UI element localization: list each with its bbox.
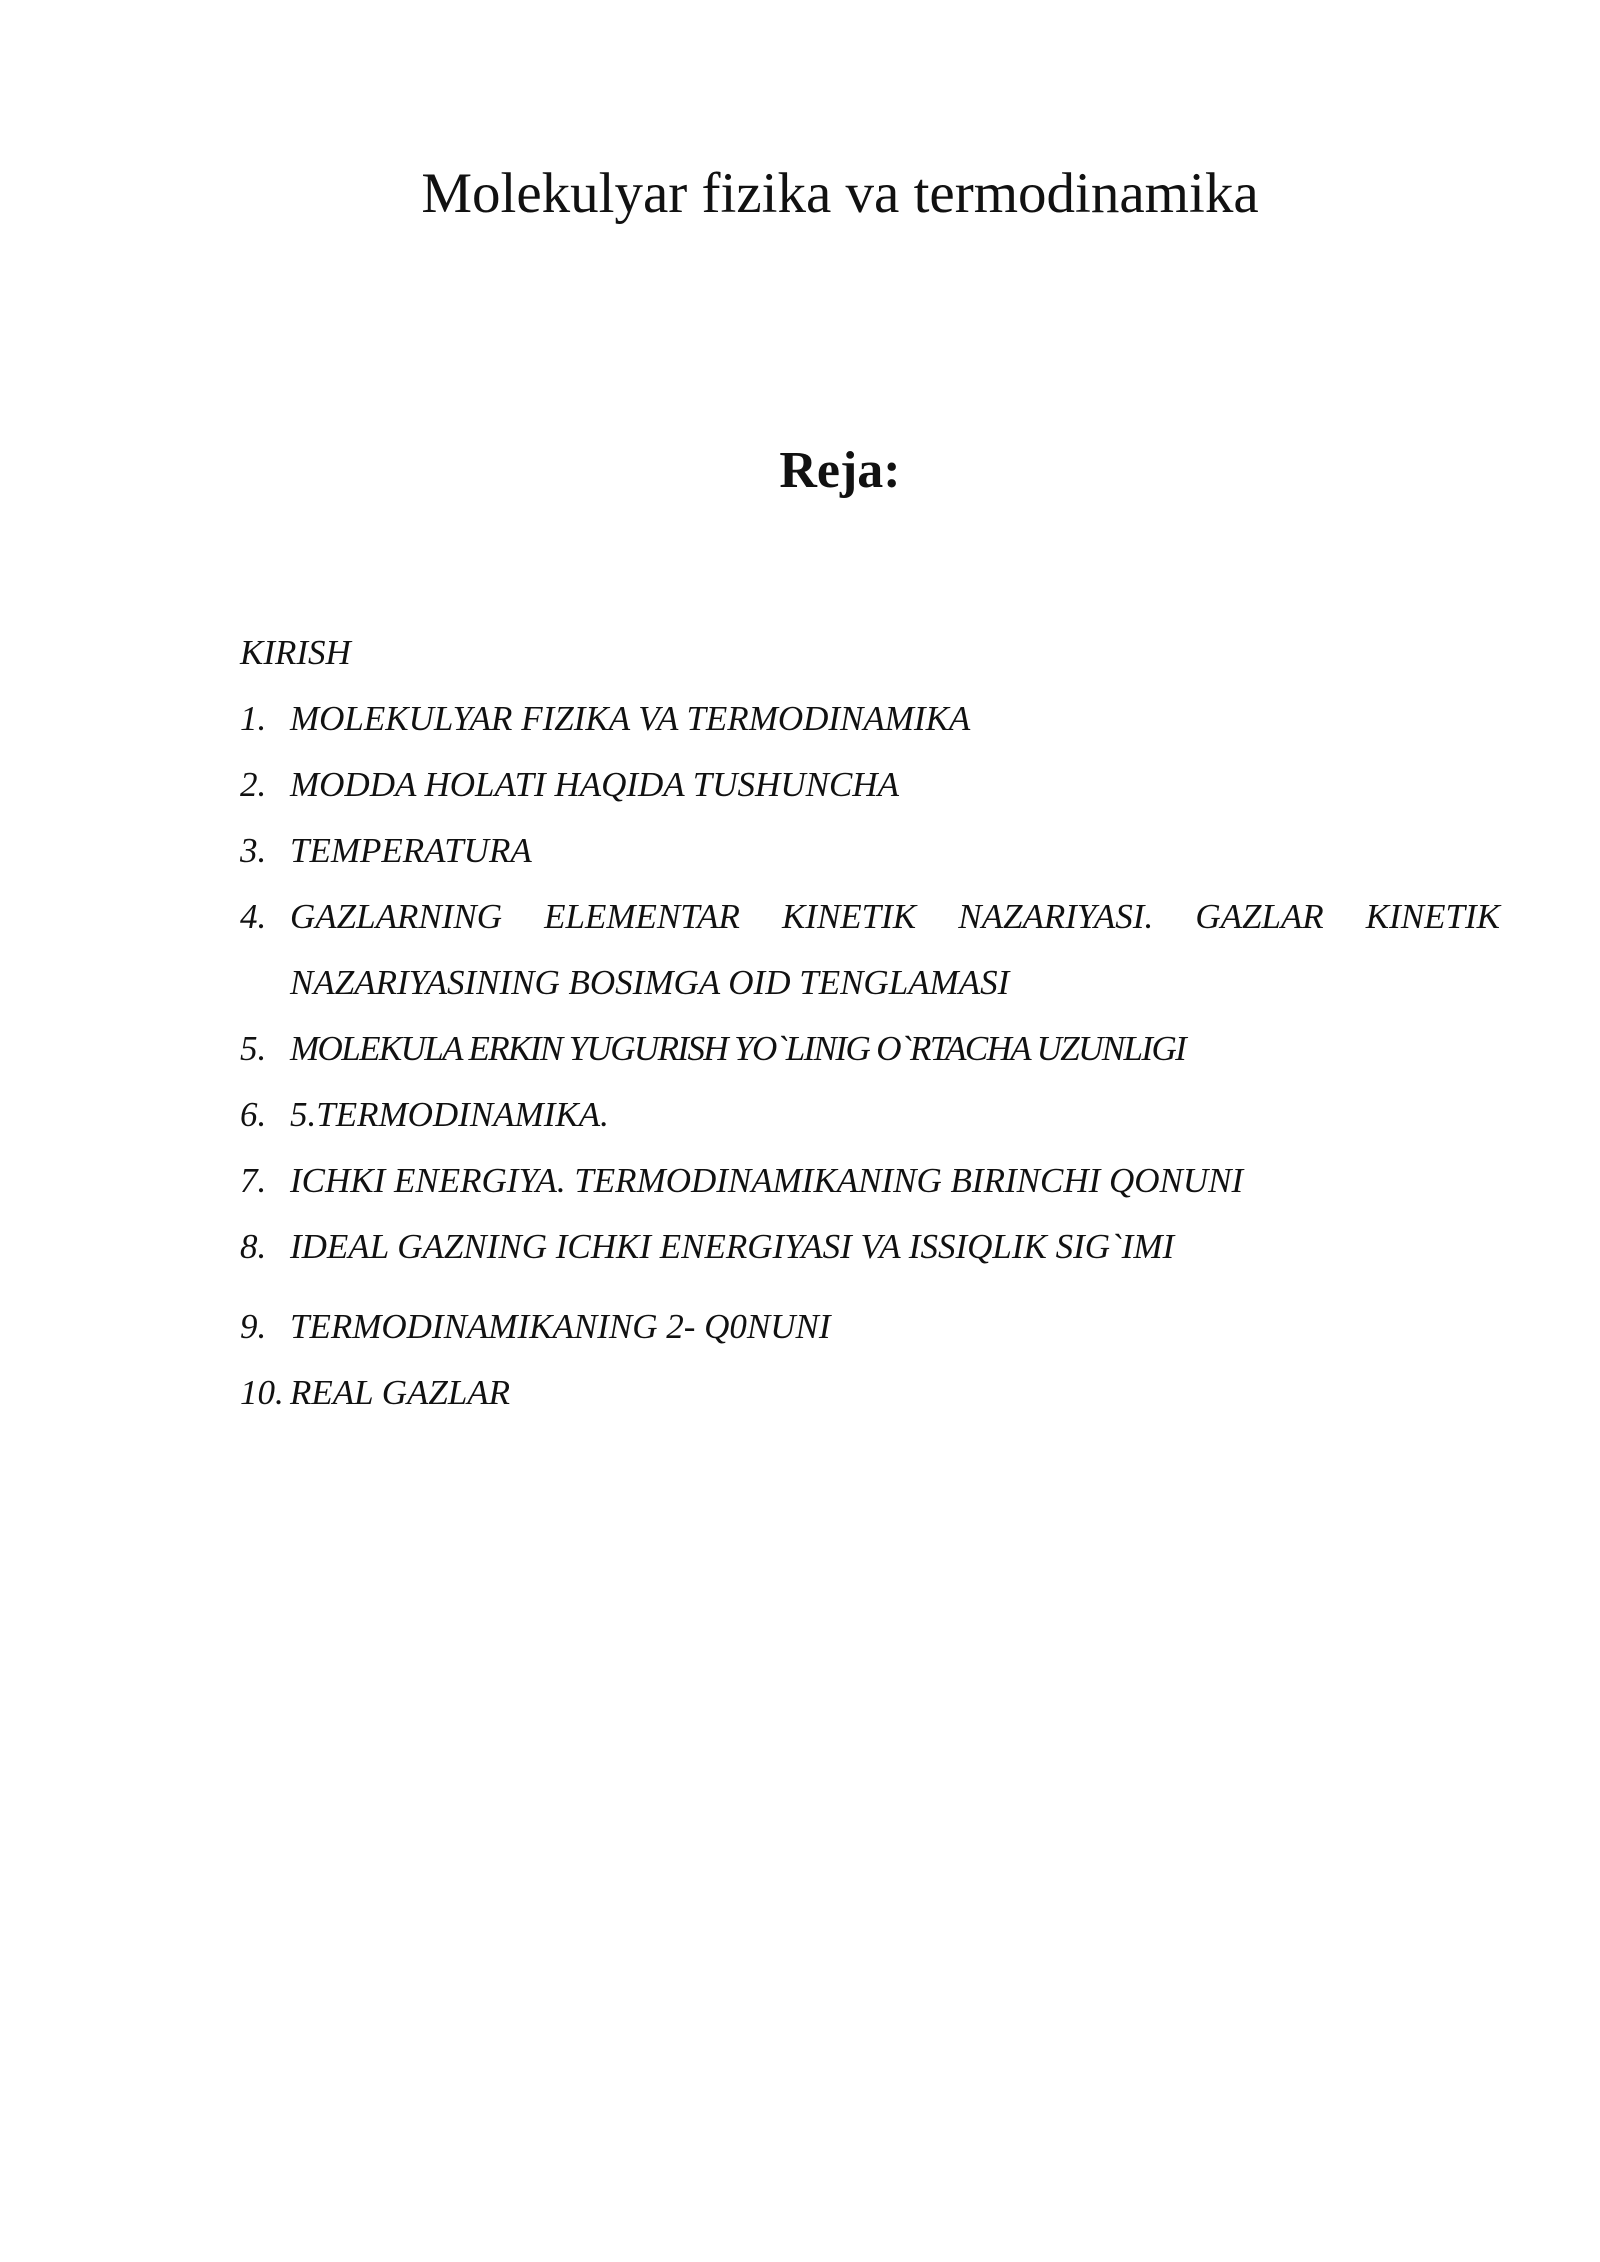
toc-item-text: TEMPERATURA: [290, 831, 532, 870]
toc-item: [240, 818, 1500, 884]
toc-item: [240, 884, 1500, 1016]
toc-item-number: 8.: [240, 1227, 267, 1266]
toc-item-number: 10.: [240, 1373, 284, 1412]
toc-item-text: 5.TERMODINAMIKA.: [290, 1095, 609, 1134]
document-title: Molekulyar fizika va termodinamika: [421, 162, 1259, 225]
toc-item-text: MOLEKULYAR FIZIKA VA TERMODINAMIKA: [290, 699, 971, 738]
toc-item-number: 3.: [240, 831, 267, 870]
toc-list: [240, 686, 1500, 1426]
plan-heading: Reja:: [779, 442, 901, 499]
toc-item: [240, 1082, 1500, 1148]
toc-item: [240, 1016, 1500, 1082]
toc-item-number: 2.: [240, 765, 267, 804]
toc-item-text: IDEAL GAZNING ICHKI ENERGIYASI VA ISSIQLIK SIG`IMI: [290, 1227, 1175, 1266]
toc-item-number: 4.: [240, 897, 267, 936]
toc-item-text: ICHKI ENERGIYA. TERMODINAMIKANING BIRINCHI QONUNI: [290, 1161, 1244, 1200]
toc-item-text: MODDA HOLATI HAQIDA TUSHUNCHA: [290, 765, 899, 804]
toc-item: [240, 1360, 1500, 1426]
toc-item: [240, 1294, 1500, 1360]
toc-item-number: 1.: [240, 699, 267, 738]
toc-item-number: 5.: [240, 1029, 267, 1068]
toc-item-number: 7.: [240, 1161, 267, 1200]
toc-item-text: TERMODINAMIKANING 2- Q0NUNI: [290, 1307, 831, 1346]
toc-item-number: 9.: [240, 1307, 267, 1346]
toc-item: [240, 1148, 1500, 1214]
toc-item: [240, 686, 1500, 752]
toc-item: [240, 1214, 1500, 1280]
toc-item-text: MOLEKULA ERKIN YUGURISH YO`LINIG O`RTACHA UZUNLIGI: [290, 1029, 1186, 1068]
toc-item-number: 6.: [240, 1095, 267, 1134]
toc-item-text: REAL GAZLAR: [290, 1373, 511, 1412]
table-of-contents: [240, 620, 1500, 1426]
toc-item-text: GAZLARNING ELEMENTAR KINETIK NAZARIYASI. GAZLAR KINETIK NAZARIYASINING BOSIMGA OID TENGLAMASI: [290, 897, 1500, 1002]
toc-item: [240, 752, 1500, 818]
toc-intro: KIRISH: [240, 633, 351, 672]
